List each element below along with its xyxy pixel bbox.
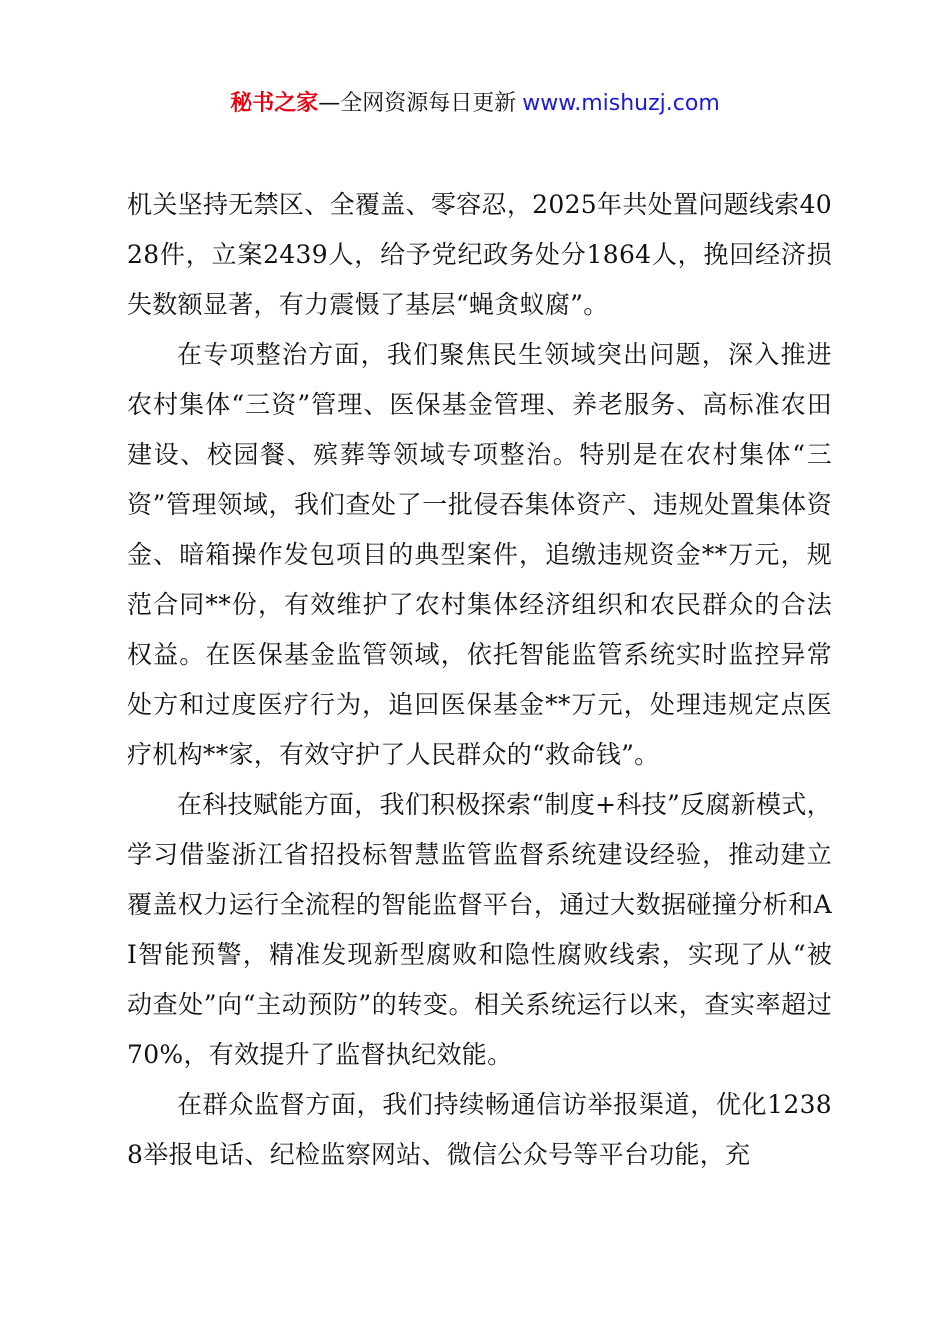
paragraph-public-supervision: 在群众监督方面，我们持续畅通信访举报渠道，优化12388举报电话、纪检监察网站、微信公众号等平台功能，充 — [127, 1090, 832, 1169]
paragraph-continuation: 机关坚持无禁区、全覆盖、零容忍，2025年共处置问题线索4028件，立案2439人，给予党纪政务处分1864人，挽回经济损失数额显著，有力震慑了基层“蝇贪蚁腐”。 — [127, 190, 832, 319]
paragraph-tech-empowerment: 在科技赋能方面，我们积极探索“制度+科技”反腐新模式，学习借鉴浙江省招投标智慧监管监督系统建设经验，推动建立覆盖权力运行全流程的智能监督平台，通过大数据碰撞分析和AI智能预警，精准发现新型腐败和隐性腐败线索，实现了从“被动查处”向“主动预防”的转变。相关系统运行以来，查实率超过70%，有效提升了监督执纪效能。 — [127, 790, 832, 1069]
site-header — [0, 88, 950, 120]
paragraph-special-rectification: 在专项整治方面，我们聚焦民生领域突出问题，深入推进农村集体“三资”管理、医保基金管理、养老服务、高标准农田建设、校园餐、殡葬等领域专项整治。特别是在农村集体“三资”管理领域，我们查处了一批侵吞集体资产、违规处置集体资金、暗箱操作发包项目的典型案件，追缴违规资金**万元，规范合同**份，有效维护了农村集体经济组织和农民群众的合法权益。在医保基金监管领域，依托智能监管系统实时监控异常处方和过度医疗行为，追回医保基金**万元，处理违规定点医疗机构**家，有效守护了人民群众的“救命钱”。 — [127, 340, 832, 769]
site-url-link[interactable]: www.mishuzj.com — [522, 91, 720, 116]
document-body — [127, 180, 832, 1180]
site-brand: 秘书之家 — [230, 91, 319, 116]
site-tagline: —全网资源每日更新 — [318, 91, 517, 116]
